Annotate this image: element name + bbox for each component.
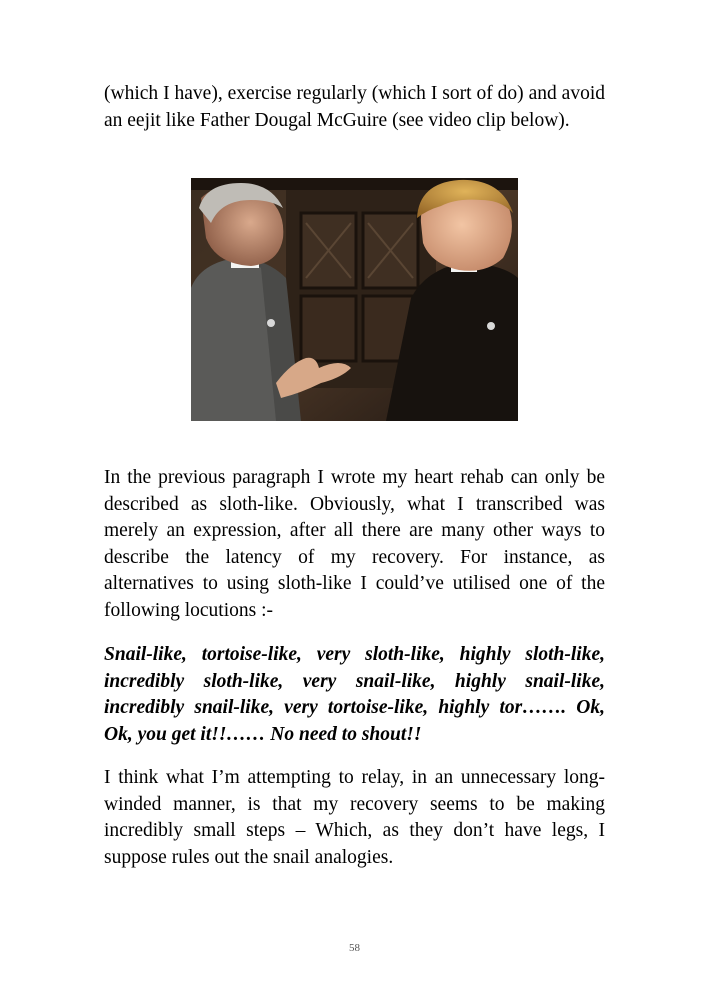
paragraph-emphasis-list: Snail-like, tortoise-like, very sloth-like, highly sloth-like, incredibly sloth-like, very snail-like, highly snail-like, incredibly snail-like, very tortoise-like, highly tor……. Ok, Ok, you get it!!…… No need to shout!! xyxy=(104,644,605,745)
video-still-image xyxy=(191,178,518,421)
page-number: 58 xyxy=(349,942,360,954)
paragraph-intro: (which I have), exercise regularly (which I sort of do) and avoid an eejit like Father Dougal McGuire (see video clip below). xyxy=(104,83,605,131)
paragraph-conclusion: I think what I’m attempting to relay, in an unnecessary long-winded manner, is that my recovery seems to be making incredibly small steps – Which, as they don’t have legs, I suppose rules out the snail analogies. xyxy=(104,767,605,868)
two-priests-picture xyxy=(191,178,518,421)
paragraph-sloth-like: In the previous paragraph I wrote my heart rehab can only be described as sloth-like. Obviously, what I transcribed was merely an expression, after all there are many other ways to describe the latency of my recovery. For instance, as alternatives to using sloth-like I could’ve utilised one of the following locutions :- xyxy=(104,467,605,621)
